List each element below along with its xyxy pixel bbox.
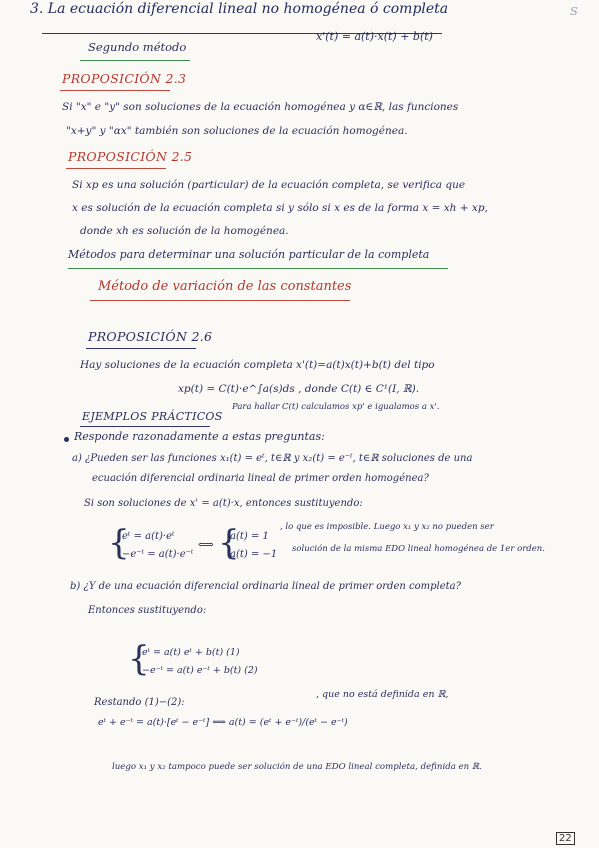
resta-equation: eᵗ + e⁻ᵗ = a(t)·[eᵗ − e⁻ᵗ] ⟺ a(t) = (eᵗ + e⁻ᵗ)/(eᵗ − e⁻ᵗ) — [98, 717, 348, 728]
ejemplo-a-conclusion2: solución de la misma EDO lineal homogénea de 1er orden. — [292, 544, 545, 554]
segundo-metodo-equation: x'(t) = a(t)·x(t) + b(t) — [316, 30, 433, 43]
system-a-eq1: eᵗ = a(t)·eᵗ — [122, 531, 175, 542]
ejemplo-b-line2: Entonces sustituyendo: — [88, 605, 207, 616]
ejemplo-a-line3: Si son soluciones de x' = a(t)·x, entonces sustituyendo: — [84, 498, 363, 509]
prop-2-5-underline — [66, 168, 166, 169]
metodos-heading: Métodos para determinar una solución particular de la completa — [68, 248, 430, 261]
bullet-dot — [64, 437, 69, 442]
prop-2-6-line2: xp(t) = C(t)·e^∫a(s)ds , donde C(t) ∈ C¹(I, ℝ). — [178, 383, 420, 395]
system-b-brace: { — [128, 639, 150, 679]
page-number: 22 — [556, 832, 575, 845]
corner-mark: S — [570, 4, 578, 18]
resta-conclusion: , que no está definida en ℝ, — [316, 689, 449, 700]
restando-label: Restando (1)−(2): — [94, 697, 185, 708]
result-a-eq1: a(t) = 1 — [230, 531, 269, 542]
system-a-eq2: −e⁻ᵗ = a(t)·e⁻ᵗ — [122, 549, 194, 560]
ejemplo-b-conclusion: luego x₁ y x₂ tampoco puede ser solución de una EDO lineal completa, definida en ℝ. — [112, 762, 482, 772]
prop-2-5-line1: Si xp es una solución (particular) de la ecuación completa, se verifica que — [72, 179, 466, 191]
prop-2-3-line1: Si "x" e "y" son soluciones de la ecuación homogénea y α∈ℝ, las funciones — [62, 101, 459, 113]
iff-symbol-a: ⟺ — [198, 538, 214, 551]
prop-2-6-line1: Hay soluciones de la ecuación completa x'(t)=a(t)x(t)+b(t) del tipo — [80, 359, 435, 371]
system-b-eq2: −e⁻ᵗ = a(t) e⁻ᵗ + b(t) (2) — [142, 665, 258, 676]
prop-2-3-heading: PROPOSICIÓN 2.3 — [62, 71, 187, 86]
segundo-metodo-underline — [80, 60, 190, 61]
ejemplos-underline — [80, 426, 210, 427]
result-a-eq2: a(t) = −1 — [230, 549, 278, 560]
prop-2-6-note: Para hallar C(t) calculamos xp' e igualamos a x'. — [232, 402, 440, 412]
prop-2-6-heading: PROPOSICIÓN 2.6 — [88, 329, 213, 344]
system-a-brace: { — [108, 523, 130, 563]
prop-2-5-heading: PROPOSICIÓN 2.5 — [68, 149, 193, 164]
ejemplos-intro: Responde razonadamente a estas preguntas: — [74, 430, 325, 443]
prop-2-3-underline — [60, 90, 170, 91]
result-a-brace: { — [218, 523, 240, 563]
metodos-underline — [68, 268, 448, 269]
variacion-underline — [90, 300, 350, 301]
prop-2-6-underline — [86, 348, 196, 349]
ejemplo-a-line1: a) ¿Pueden ser las funciones x₁(t) = eᵗ, t∈ℝ y x₂(t) = e⁻ᵗ, t∈ℝ soluciones de una — [72, 453, 473, 464]
segundo-metodo-label: Segundo método — [88, 40, 187, 54]
variacion-heading: Método de variación de las constantes — [98, 279, 352, 294]
section-title: 3. La ecuación diferencial lineal no homogénea ó completa — [30, 1, 449, 17]
prop-2-3-line2: "x+y" y "αx" también son soluciones de la ecuación homogénea. — [66, 125, 408, 137]
ejemplos-heading: EJEMPLOS PRÁCTICOS — [82, 410, 223, 423]
prop-2-5-line2: x es solución de la ecuación completa si y sólo si x es de la forma x = xh + xp, — [72, 202, 488, 214]
prop-2-5-line3: donde xh es solución de la homogénea. — [80, 225, 289, 237]
ejemplo-a-conclusion1: , lo que es imposible. Luego x₁ y x₂ no pueden ser — [280, 522, 494, 532]
ejemplo-b-line1: b) ¿Y de una ecuación diferencial ordinaria lineal de primer orden completa? — [70, 581, 461, 592]
ejemplo-a-line2: ecuación diferencial ordinaria lineal de primer orden homogénea? — [92, 473, 429, 484]
system-b-eq1: eᵗ = a(t) eᵗ + b(t) (1) — [142, 647, 240, 658]
